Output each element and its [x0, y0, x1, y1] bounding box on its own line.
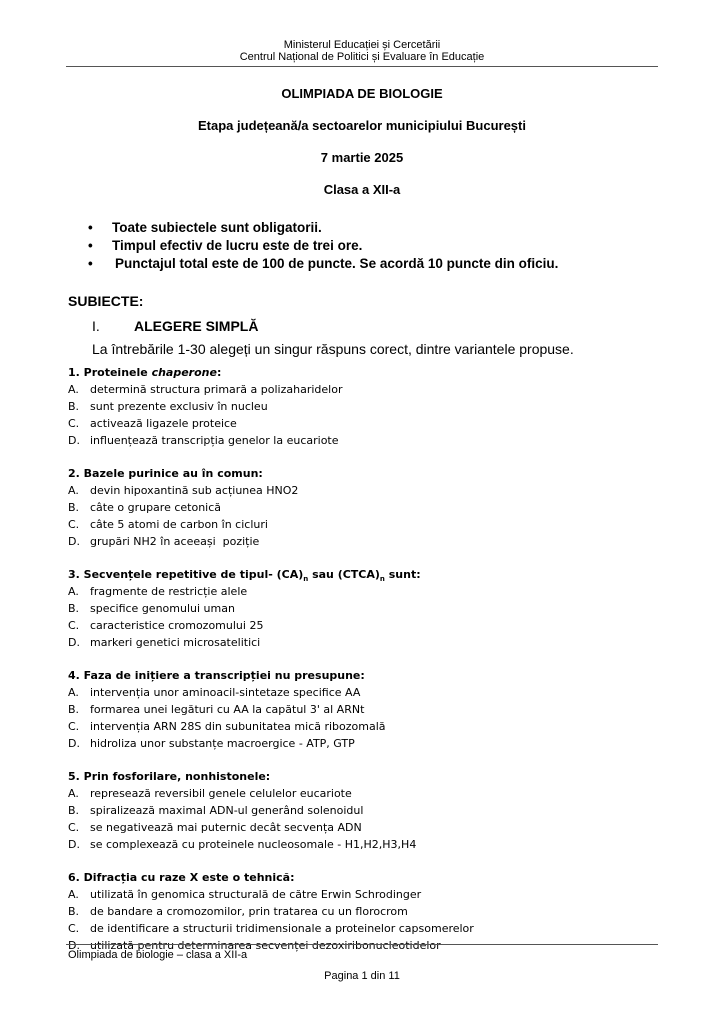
- answer-option: B. sunt prezente exclusiv în nucleu: [68, 400, 268, 413]
- question-1: [68, 364, 668, 449]
- answer-option: B. formarea unei legături cu AA la capătul 3' al ARNt: [68, 703, 365, 716]
- question-4: [68, 667, 668, 752]
- class-title: Clasa a XII-a: [323, 182, 401, 197]
- question-2: [68, 465, 668, 550]
- answer-option: D. influențează transcripția genelor la eucariote: [68, 434, 339, 447]
- question-title: 3. Secvențele repetitive de tipul- $(CA)_n$ sau $(CTCA)_n$ sunt:: [68, 568, 421, 584]
- answer-option: C. activează ligazele proteice: [68, 417, 237, 430]
- question-title: 6. Difracția cu raze X este o tehnică:: [68, 871, 295, 884]
- answer-option: A. represează reversibil genele celulelor eucariote: [68, 787, 352, 800]
- question-3: [68, 566, 668, 651]
- rule-item: • Toate subiectele sunt obligatorii.: [88, 219, 558, 237]
- answer-option: C. caracteristice cromozomului 25: [68, 619, 264, 632]
- header-ministry: Ministerul Educației și Cercetării: [283, 39, 441, 51]
- section-title: ALEGERE SIMPLĂ: [134, 318, 259, 334]
- answer-option: D. se complexează cu proteinele nucleosomale - H1,H2,H3,H4: [68, 838, 417, 851]
- question-title: 1. Proteinele chaperone:: [68, 366, 222, 379]
- question-6: [68, 869, 668, 954]
- answer-option: A. fragmente de restricție alele: [68, 585, 248, 598]
- page-number: Pagina 1 din 11: [324, 970, 400, 982]
- answer-option: C. se negativează mai puternic decât secvența ADN: [68, 821, 362, 834]
- answer-option: D. hidroliza unor substanțe macroergice - ATP, GTP: [68, 737, 355, 750]
- answer-option: C. câte 5 atomi de carbon în cicluri: [68, 518, 268, 531]
- question-title: 4. Faza de inițiere a transcripției nu presupune:: [68, 669, 365, 682]
- answer-option: D. grupări NH2 în aceeași poziție: [68, 535, 260, 548]
- header-divider: [66, 66, 658, 67]
- answer-option: B. de bandare a cromozomilor, prin tratarea cu un florocrom: [68, 905, 408, 918]
- stage-title: Etapa județeană/a sectoarelor municipiului București: [198, 118, 526, 133]
- rules-list: [88, 219, 558, 273]
- answer-option: C. intervenția ARN 28S din subunitatea mică ribozomală: [68, 720, 386, 733]
- document-title: OLIMPIADA DE BIOLOGIE: [281, 86, 443, 101]
- exam-date: 7 martie 2025: [320, 150, 404, 165]
- question-title: 2. Bazele purinice au în comun:: [68, 467, 263, 480]
- rule-item: • Punctajul total este de 100 de puncte. Se acordă 10 puncte din oficiu.: [88, 255, 558, 273]
- answer-option: C. de identificare a structurii tridimensionale a proteinelor capsomerelor: [68, 922, 474, 935]
- question-title: 5. Prin fosforilare, nonhistonele:: [68, 770, 271, 783]
- answer-option: A. utilizată în genomica structurală de către Erwin Schrodinger: [68, 888, 422, 901]
- section-number: I.: [92, 318, 100, 334]
- section-instruction: La întrebările 1-30 alegeți un singur răspuns corect, dintre variantele propuse.: [92, 341, 574, 357]
- answer-option: D. utilizată pentru determinarea secvenței dezoxiribonucleotidelor: [68, 939, 441, 952]
- answer-option: A. intervenția unor aminoacil-sintetaze specifice AA: [68, 686, 361, 699]
- answer-option: A. devin hipoxantină sub acțiunea HNO2: [68, 484, 299, 497]
- header-center: Centrul Național de Politici și Evaluare în Educație: [239, 51, 485, 63]
- questions-list: [68, 364, 668, 970]
- subjects-heading: SUBIECTE:: [68, 293, 144, 309]
- answer-option: A. determină structura primară a polizaharidelor: [68, 383, 343, 396]
- answer-option: D. markeri genetici microsatelitici: [68, 636, 261, 649]
- answer-option: B. specifice genomului uman: [68, 602, 235, 615]
- footer-title: Olimpiada de biologie – clasa a XII-a: [68, 949, 248, 961]
- footer-divider: [66, 944, 658, 945]
- rule-item: • Timpul efectiv de lucru este de trei ore.: [88, 237, 558, 255]
- page-header: [0, 39, 724, 63]
- answer-option: B. spiralizează maximal ADN-ul generând solenoidul: [68, 804, 364, 817]
- answer-option: B. câte o grupare cetonică: [68, 501, 222, 514]
- question-5: [68, 768, 668, 853]
